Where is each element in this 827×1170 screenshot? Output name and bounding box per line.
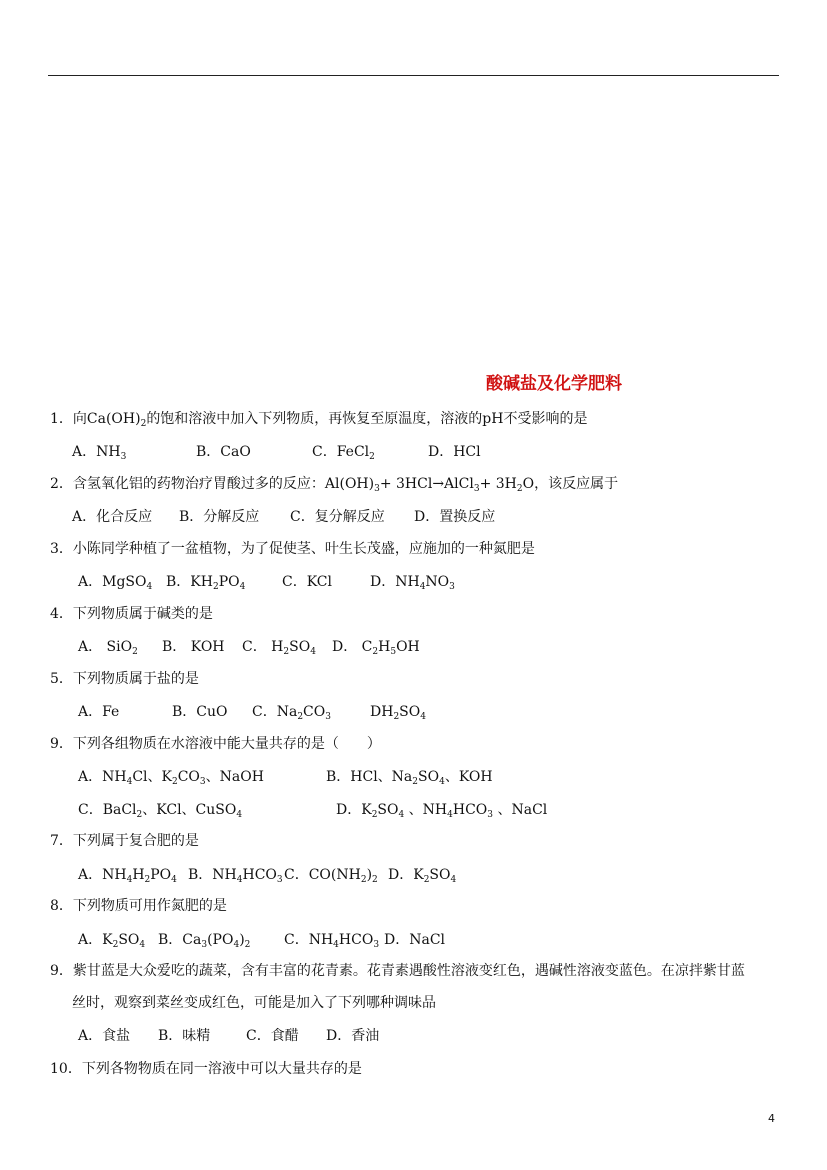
header-rule <box>48 75 779 76</box>
option-c: C．BaCl$_2$、KCl、CuSO$_4$ <box>78 802 243 820</box>
option-d: D．HCl <box>428 444 481 460</box>
option-a: A．化合反应 <box>72 509 153 525</box>
option-a: A．$NH_3$ <box>72 444 127 462</box>
question-5: 5．下列物质属于盐的是 <box>50 671 199 687</box>
option-d: D．$K_2SO_4$ <box>388 867 457 885</box>
question-10: 10．下列各物物质在同一溶液中可以大量共存的是 <box>50 1061 362 1077</box>
question-9-line-2: 丝时，观察到菜丝变成红色，可能是加入了下列哪种调味品 <box>72 995 436 1011</box>
option-c: C．$Na_2CO_3$ <box>252 704 331 722</box>
option-b: B．CaO <box>196 444 251 460</box>
option-c: C．KCl <box>282 574 332 590</box>
option-a: A．$NH_4Cl$、$K_2CO_3$、NaOH <box>78 769 264 787</box>
option-b: B．$KH_2PO_4$ <box>166 574 246 592</box>
option-b: B．味精 <box>158 1028 211 1044</box>
option-d: D．NaCl <box>384 932 446 948</box>
option-b: B．$NH_4HCO_3$ <box>188 867 283 885</box>
option-c: C．$CO(NH_2)_2$ <box>284 867 378 885</box>
option-c: C．复分解反应 <box>290 509 385 525</box>
option-d: D．$NH_4NO_3$ <box>370 574 455 592</box>
option-b: B．$Ca_3(PO_4)_2$ <box>158 932 251 950</box>
option-a: A．MgSO$_4$ <box>78 574 153 592</box>
question-8: 8．下列物质可用作氮肥的是 <box>50 898 227 914</box>
option-d: D．置换反应 <box>414 509 496 525</box>
option-a: A． SiO$_2$ <box>78 639 138 657</box>
option-b: B． KOH <box>162 639 225 655</box>
option-b: B．分解反应 <box>179 509 260 525</box>
document-title: 酸碱盐及化学肥料 <box>486 374 622 394</box>
option-a: A．食盐 <box>78 1028 131 1044</box>
option-c: C． $H_2SO_4$ <box>242 639 316 657</box>
question-1: 1．向$Ca(OH)_2$的饱和溶液中加入下列物质，再恢复至原温度，溶液的pH不受影响的是 <box>50 411 588 429</box>
question-2: 2．含氢氧化铝的药物治疗胃酸过多的反应：$Al(OH)_3+$ 3HCl→AlCl$_3$+ $3H_2O$，该反应属于 <box>50 476 619 494</box>
option-c: C．食醋 <box>246 1028 299 1044</box>
option-d: D． $C_2H_5OH$ <box>332 639 420 657</box>
question-7: 7．下列属于复合肥的是 <box>50 833 199 849</box>
question-6: 9．下列各组物质在水溶液中能大量共存的是（ ） <box>50 736 381 752</box>
option-c: C．$NH_4HCO_3$ <box>284 932 380 950</box>
option-b: B．CuO <box>172 704 228 720</box>
question-3: 3．小陈同学种植了一盆植物，为了促使茎、叶生长茂盛，应施加的一种氮肥是 <box>50 541 535 557</box>
option-a: A．$NH_4H_2PO_4$ <box>78 867 177 885</box>
option-b: B．HCl、$Na_2SO_4$、KOH <box>326 769 493 787</box>
question-4: 4．下列物质属于碱类的是 <box>50 606 213 622</box>
option-d: D．$K_2SO_4$ 、$NH_4HCO_3$ 、NaCl <box>336 802 548 820</box>
option-d: D．香油 <box>326 1028 380 1044</box>
option-a: A．Fe <box>78 704 120 720</box>
option-c: C．FeCl$_2$ <box>312 444 375 462</box>
option-a: A．$K_2SO_4$ <box>78 932 146 950</box>
option-d: $DH_2SO_4$ <box>370 704 426 722</box>
question-9-line-1: 9．紫甘蓝是大众爱吃的蔬菜，含有丰富的花青素。花青素遇酸性溶液变红色，遇碱性溶液变蓝色。在凉拌紫甘蓝 <box>50 963 745 979</box>
page-number: 4 <box>768 1112 775 1125</box>
